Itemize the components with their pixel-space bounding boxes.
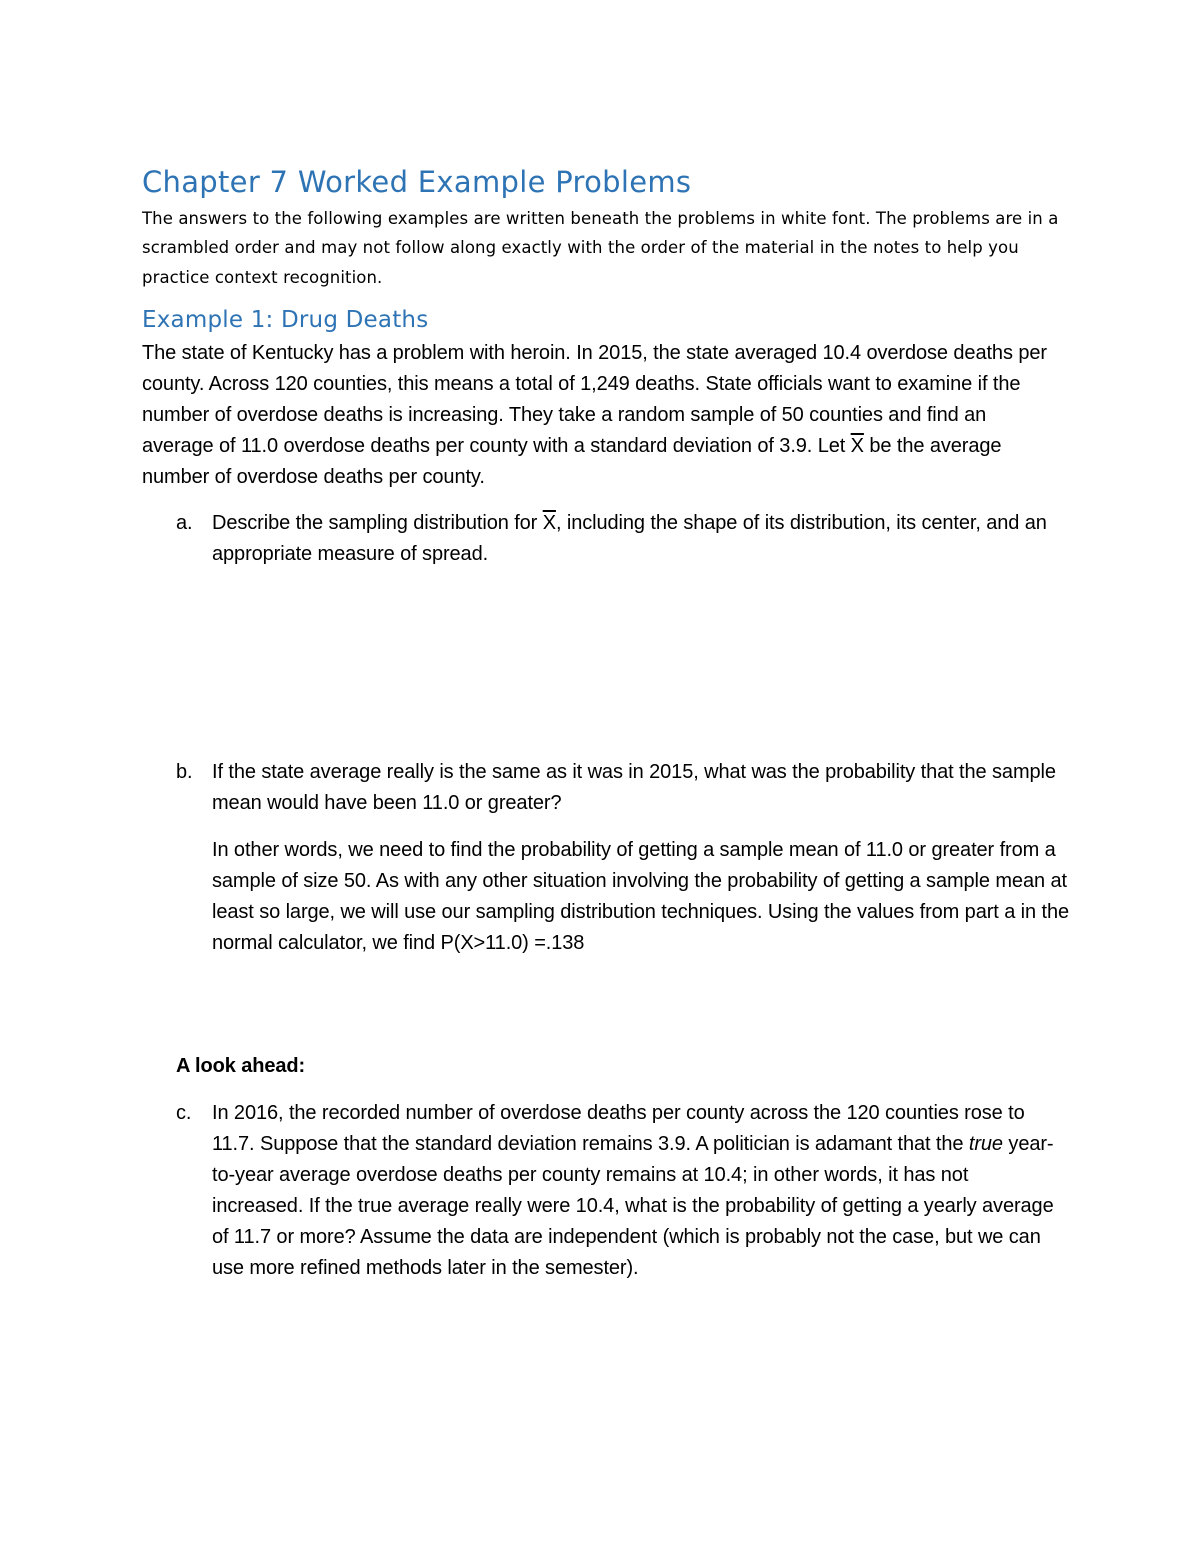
part-b-answer: In other words, we need to find the probability of getting a sample mean of 11.0 or greater from a sample of size 50. As with any other situation involving the probability of getting a sample mean at least so large, we will use our sampling distribution techniques. Using the values from part a in the normal calculator, we find P(X>11.0) =.138 [212, 839, 1070, 954]
part-a-text-start: Describe the sampling distribution for [212, 512, 543, 534]
problem-text-end: be the average number of overdose deaths per county. [142, 435, 1002, 488]
xbar-symbol: $\overline{X}$ [542, 512, 556, 534]
intro-paragraph: The answers to the following examples are written beneath the problems in white font. The problems are in a scrambled order and may not follow along exactly with the order of the material in the notes to help you practice context recognition. [142, 209, 1059, 287]
page-title: Chapter 7 Worked Example Problems [142, 165, 692, 199]
list-marker-a: a. [176, 512, 193, 534]
problem-text-start: The state of Kentucky has a problem with heroin. In 2015, the state averaged 10.4 overdose deaths per county. Across 120 counties, this means a total of 1,249 deaths. State officials want to examine if the number of overdose deaths is increasing. They take a random sample of 50 counties and find an average of 11.0 overdose deaths per county with a standard deviation of 3.9. Let [142, 342, 1047, 457]
list-marker-c: c. [176, 1102, 192, 1124]
list-item-part-a [176, 508, 1056, 570]
list-item-part-b [176, 757, 1056, 819]
italic-true: true [968, 1133, 1003, 1155]
problem-statement [142, 338, 1062, 493]
xbar-symbol: $\overline{X}$ [850, 435, 864, 457]
part-a-question [212, 508, 1056, 570]
look-ahead-heading: A look ahead: [176, 1055, 306, 1077]
list-marker-b: b. [176, 761, 193, 783]
part-c-text-end: year-to-year average overdose deaths per county remains at 10.4; in other words, it has not increased. If the true average really were 10.4, what is the probability of getting a yearly average of 11.7 or more? Assume the data are independent (which is probably not the case, but we can use more refined methods later in the semester). [212, 1133, 1054, 1279]
list-item-part-c [176, 1098, 1056, 1284]
part-c-question [212, 1098, 1056, 1284]
part-c-text-start: In 2016, the recorded number of overdose deaths per county across the 120 counties rose to 11.7. Suppose that the standard deviation remains 3.9. A politician is adamant that the [212, 1102, 1025, 1155]
example-heading: Example 1: Drug Deaths [142, 307, 429, 333]
part-a-text-end: , including the shape of its distribution, its center, and an appropriate measure of spread. [212, 512, 1047, 565]
part-b-question: If the state average really is the same as it was in 2015, what was the probability that the sample mean would have been 11.0 or greater? [212, 761, 1056, 814]
